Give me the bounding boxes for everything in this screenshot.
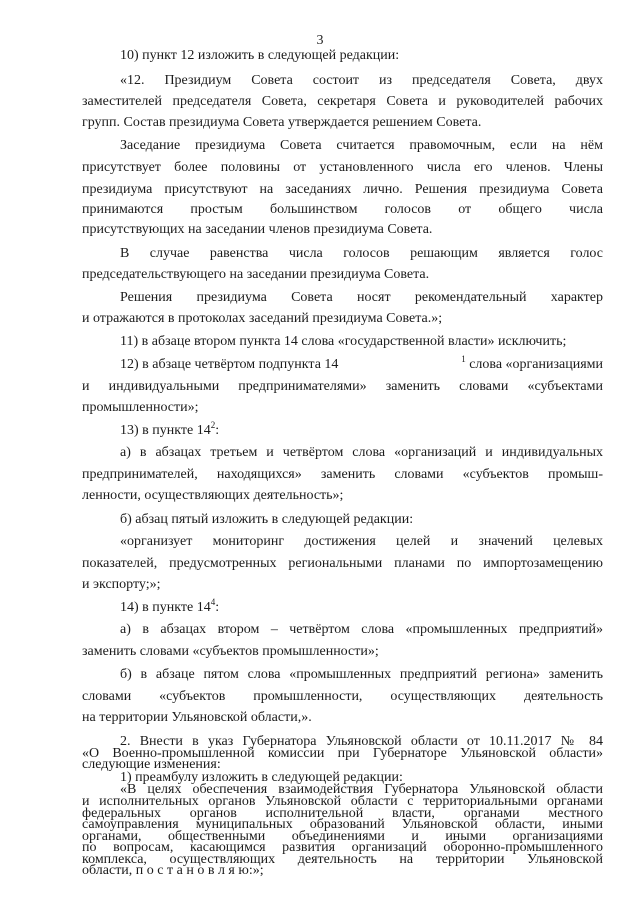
text-line: федеральных органов исполнительной власти, органами местного <box>82 805 603 821</box>
text-fragment: : <box>215 600 220 615</box>
text-line: и экспорту;»; <box>82 577 161 592</box>
text-line: 11) в абзаце втором пункта 14 слова «государственной власти» исключить; <box>120 334 567 349</box>
text-line: по вопросам, касающимся развития организаций оборонно-промышленного <box>82 840 603 856</box>
text-fragment: 12) в абзаце четвёртом подпункта 14 <box>120 357 339 372</box>
text-line: Решения президиума Совета носят рекомендательный характер <box>120 290 603 305</box>
text-line <box>120 599 219 616</box>
text-line: самоуправления муниципальных образований Ульяновской области, иными <box>82 817 603 833</box>
text-fragment: 14) в пункте 14 <box>120 600 211 615</box>
text-line: и отражаются в протоколах заседаний президиума Совета.»; <box>82 311 443 326</box>
text-line: 1) преамбулу изложить в следующей редакции: <box>120 769 403 785</box>
text-line: 2. Внести в указ Губернатора Ульяновской области от 10.11.2017 № 84 <box>120 734 603 749</box>
text-line: «В целях обеспечения взаимодействия Губернатора Ульяновской области <box>120 782 603 798</box>
text-line <box>120 422 219 439</box>
text-line: б) абзац пятый изложить в следующей редакции: <box>120 512 414 527</box>
text-line: ленности, осуществляющих деятельность»; <box>82 488 344 503</box>
text-line: президиума присутствуют на заседаниях лично. Решения президиума Совета <box>82 182 603 197</box>
text-line: «12. Президиум Совета состоит из председателя Совета, двух <box>120 73 603 88</box>
text-line: В случае равенства числа голосов решающим является голос <box>120 246 603 261</box>
text-line: следующие изменения: <box>82 757 221 773</box>
text-line: присутствует более половины от установленного числа его членов. Члены <box>82 160 603 175</box>
superscript: 4 <box>210 597 216 607</box>
text-fragment <box>461 356 603 373</box>
text-line: «организует мониторинг достижения целей и значений целевых <box>120 534 603 549</box>
text-line: групп. Состав президиума Совета утверждается решением Совета. <box>82 115 482 130</box>
text-line: председательствующего на заседании президиума Совета. <box>82 267 430 282</box>
text-line: 10) пункт 12 изложить в следующей редакции: <box>120 48 400 63</box>
text-fragment: слова «организациями <box>465 357 603 372</box>
text-line: комплекса, осуществляющих деятельность на территории Ульяновской <box>82 851 603 867</box>
text-line <box>120 356 603 373</box>
text-line: промышленности»; <box>82 400 199 415</box>
text-line: органами, общественными объединениями и иными организациями <box>82 828 603 844</box>
text-fragment: 13) в пункте 14 <box>120 423 211 438</box>
text-line: словами «субъектов промышленности, осуществляющих деятельность <box>82 689 603 704</box>
text-line: и индивидуальными предпринимателями» заменить словами «субъектами <box>82 379 603 394</box>
text-line: «О Военно-промышленной комиссии при Губернаторе Ульяновской области» <box>82 745 603 761</box>
text-line: заместителей председателя Совета, секретаря Совета и руководителей рабочих <box>82 94 603 109</box>
text-line: области, п о с т а н о в л я ю:»; <box>82 863 264 878</box>
text-line: Заседание президиума Совета считается правомочным, если на нём <box>120 138 603 153</box>
text-line: присутствующих на заседании членов президиума Совета. <box>82 222 433 237</box>
text-fragment: : <box>215 423 220 438</box>
text-line: предпринимателей, находящихся» заменить словами «субъектов промыш- <box>82 467 603 482</box>
text-line: а) в абзацах третьем и четвёртом слова «организаций и индивидуальных <box>120 445 603 460</box>
superscript: 1 <box>461 354 466 364</box>
superscript: 2 <box>210 420 216 430</box>
text-line: заменить словами «субъектов промышленности»; <box>82 644 379 659</box>
text-line: и исполнительных органов Ульяновской области с территориальными органами <box>82 794 603 810</box>
text-line: принимаются простым большинством голосов от общего числа <box>82 202 603 217</box>
text-line: показателей, предусмотренных региональными планами по импортозамещению <box>82 556 603 571</box>
text-line: б) в абзаце пятом слова «промышленных предприятий региона» заменить <box>120 667 603 682</box>
page-number: 3 <box>316 33 324 48</box>
text-line: на территории Ульяновской области,». <box>82 710 312 725</box>
text-line: а) в абзацах втором – четвёртом слова «промышленных предприятий» <box>120 622 603 637</box>
